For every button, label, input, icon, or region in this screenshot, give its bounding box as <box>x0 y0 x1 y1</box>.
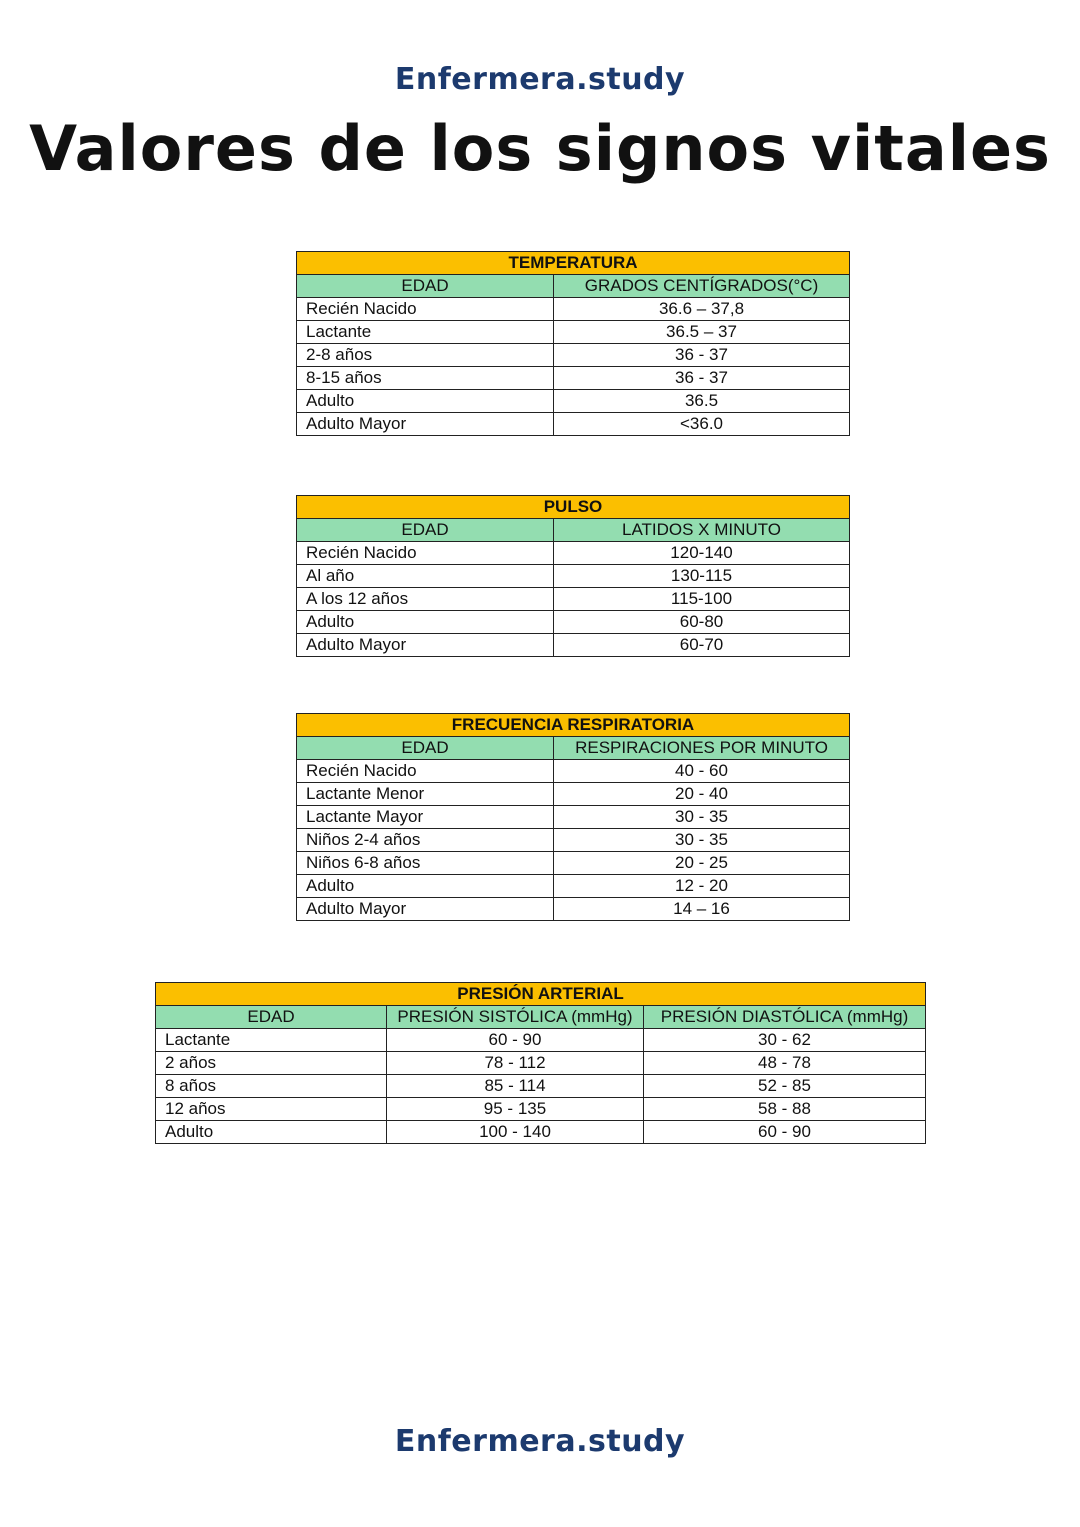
value-cell: 48 - 78 <box>644 1052 926 1075</box>
column-header: EDAD <box>156 1006 387 1029</box>
value-cell: 36 - 37 <box>554 367 850 390</box>
column-header: PRESIÓN DIASTÓLICA (mmHg) <box>644 1006 926 1029</box>
value-cell: 40 - 60 <box>554 760 850 783</box>
age-cell: Adulto Mayor <box>297 634 554 657</box>
age-cell: Adulto <box>297 875 554 898</box>
table-header-row <box>297 275 850 298</box>
table-title: PRESIÓN ARTERIAL <box>156 983 926 1006</box>
value-cell: 78 - 112 <box>387 1052 644 1075</box>
table-row <box>297 344 850 367</box>
age-cell: Adulto <box>297 390 554 413</box>
value-cell: 12 - 20 <box>554 875 850 898</box>
blood-pressure-table <box>155 982 926 1144</box>
value-cell: 58 - 88 <box>644 1098 926 1121</box>
value-cell: 30 - 35 <box>554 829 850 852</box>
table-row <box>156 1075 926 1098</box>
age-cell: Recién Nacido <box>297 760 554 783</box>
table-row <box>297 829 850 852</box>
age-cell: A los 12 años <box>297 588 554 611</box>
table-row <box>297 588 850 611</box>
value-cell: 20 - 40 <box>554 783 850 806</box>
table-row <box>297 413 850 436</box>
age-cell: Niños 2-4 años <box>297 829 554 852</box>
age-cell: Adulto Mayor <box>297 413 554 436</box>
value-cell: 36 - 37 <box>554 344 850 367</box>
table-row <box>297 611 850 634</box>
value-cell: 60 - 90 <box>644 1121 926 1144</box>
age-cell: Lactante Menor <box>297 783 554 806</box>
table-row <box>297 542 850 565</box>
value-cell: 120-140 <box>554 542 850 565</box>
table-row <box>297 875 850 898</box>
table-row <box>297 783 850 806</box>
age-cell: Lactante <box>156 1029 387 1052</box>
age-cell: Adulto <box>297 611 554 634</box>
age-cell: 12 años <box>156 1098 387 1121</box>
column-header: GRADOS CENTÍGRADOS(°C) <box>554 275 850 298</box>
age-cell: 8-15 años <box>297 367 554 390</box>
table-row <box>297 367 850 390</box>
column-header: RESPIRACIONES POR MINUTO <box>554 737 850 760</box>
age-cell: Adulto Mayor <box>297 898 554 921</box>
value-cell: 60 - 90 <box>387 1029 644 1052</box>
age-cell: Adulto <box>156 1121 387 1144</box>
brand-footer: Enfermera.study <box>394 1424 686 1459</box>
table-row <box>297 852 850 875</box>
column-header: PRESIÓN SISTÓLICA (mmHg) <box>387 1006 644 1029</box>
age-cell: 8 años <box>156 1075 387 1098</box>
column-header: LATIDOS X MINUTO <box>554 519 850 542</box>
table-row <box>297 565 850 588</box>
age-cell: Recién Nacido <box>297 298 554 321</box>
value-cell: <36.0 <box>554 413 850 436</box>
table-title-row <box>297 714 850 737</box>
table-row <box>156 1052 926 1075</box>
value-cell: 52 - 85 <box>644 1075 926 1098</box>
table-title: FRECUENCIA RESPIRATORIA <box>297 714 850 737</box>
table-header-row <box>297 519 850 542</box>
age-cell: 2 años <box>156 1052 387 1075</box>
table-row <box>297 760 850 783</box>
age-cell: Lactante <box>297 321 554 344</box>
value-cell: 60-70 <box>554 634 850 657</box>
table-title-row <box>156 983 926 1006</box>
value-cell: 130-115 <box>554 565 850 588</box>
table-row <box>156 1098 926 1121</box>
table-title-row <box>297 496 850 519</box>
age-cell: Al año <box>297 565 554 588</box>
age-cell: Niños 6-8 años <box>297 852 554 875</box>
age-cell: Lactante Mayor <box>297 806 554 829</box>
table-title-row <box>297 252 850 275</box>
value-cell: 85 - 114 <box>387 1075 644 1098</box>
page-title: Valores de los signos vitales <box>29 112 1051 185</box>
pulse-table <box>296 495 850 657</box>
respiratory-rate-table <box>296 713 850 921</box>
value-cell: 30 - 62 <box>644 1029 926 1052</box>
value-cell: 60-80 <box>554 611 850 634</box>
value-cell: 14 – 16 <box>554 898 850 921</box>
column-header: EDAD <box>297 737 554 760</box>
value-cell: 95 - 135 <box>387 1098 644 1121</box>
table-header-row <box>297 737 850 760</box>
value-cell: 20 - 25 <box>554 852 850 875</box>
table-header-row <box>156 1006 926 1029</box>
age-cell: Recién Nacido <box>297 542 554 565</box>
value-cell: 36.6 – 37,8 <box>554 298 850 321</box>
value-cell: 36.5 <box>554 390 850 413</box>
brand-header: Enfermera.study <box>394 62 686 97</box>
column-header: EDAD <box>297 275 554 298</box>
table-row <box>156 1121 926 1144</box>
temperature-table <box>296 251 850 436</box>
age-cell: 2-8 años <box>297 344 554 367</box>
table-row <box>297 298 850 321</box>
table-row <box>297 321 850 344</box>
table-row <box>297 390 850 413</box>
column-header: EDAD <box>297 519 554 542</box>
value-cell: 36.5 – 37 <box>554 321 850 344</box>
table-row <box>297 806 850 829</box>
table-row <box>297 634 850 657</box>
value-cell: 30 - 35 <box>554 806 850 829</box>
table-title: PULSO <box>297 496 850 519</box>
table-row <box>156 1029 926 1052</box>
value-cell: 115-100 <box>554 588 850 611</box>
table-title: TEMPERATURA <box>297 252 850 275</box>
table-row <box>297 898 850 921</box>
value-cell: 100 - 140 <box>387 1121 644 1144</box>
